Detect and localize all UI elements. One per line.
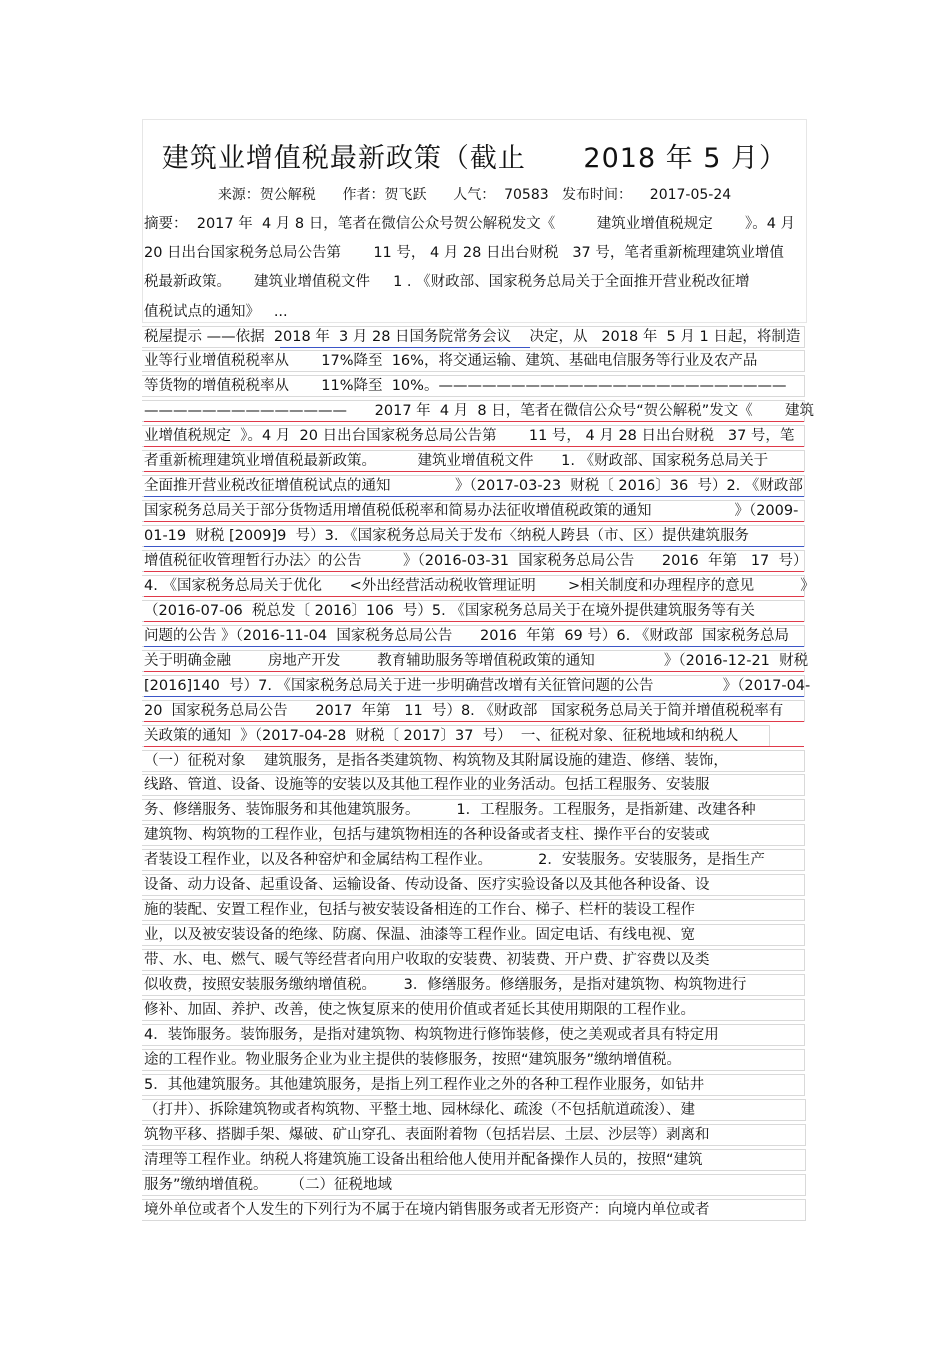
text-line: 关于明确金融 房地产开发 教育辅助服务等增值税政策的通知 》（2016-12-21 财税	[144, 653, 809, 669]
text-line: 税屋提示 ——依据 2018 年 3 月 28 日国务院常务会议 决定，从 2018 年 5 月 1 日起，将制造	[144, 329, 801, 345]
text-line: 者装设工程作业，以及各种窑炉和金属结构工程作业。 2．安装服务。安装服务，是指生产	[144, 852, 765, 868]
text-line: 修补、加固、养护、改善，使之恢复原来的使用价值或者延长其使用期限的工程作业。	[144, 1002, 695, 1018]
text-line: 设备、动力设备、起重设备、运输设备、传动设备、医疗实验设备以及其他各种设备、设	[144, 877, 710, 893]
text-line: 业等行业增值税税率从 17%降至 16%，将交通运输、建筑、基础电信服务等行业及农产品	[144, 353, 758, 369]
text-line: 20 日出台国家税务总局公告第 11 号， 4 月 28 日出台财税 37 号，笔者重新梳理建筑业增值	[144, 245, 784, 261]
text-line: —————————————— 2017 年 4 月 8 日，笔者在微信公众号“贺公解税”发文《 建筑	[144, 403, 815, 419]
text-line: （一）征税对象 建筑服务，是指各类建筑物、构筑物及其附属设施的建造、修缮、装饰，	[144, 753, 728, 769]
text-line: [2016]140 号）7. 《国家税务总局关于进一步明确营改增有关征管问题的公告 》（2017-04-	[144, 678, 811, 694]
link-underline	[144, 621, 804, 622]
link-underline	[144, 696, 804, 697]
text-line: 者重新梳理建筑业增值税最新政策。 建筑业增值税文件 1. 《财政部、国家税务总局关于	[144, 453, 769, 469]
link-underline	[144, 421, 804, 422]
link-underline	[144, 571, 804, 572]
link-underline	[144, 596, 804, 597]
text-line: （打井）、拆除建筑物或者构筑物、平整土地、园林绿化、疏浚（不包括航道疏浚）、建	[144, 1102, 695, 1118]
link-underline	[144, 546, 804, 547]
link-underline	[280, 347, 530, 348]
text-line: 20 国家税务总局公告 2017 年第 11 号）8. 《财政部 国家税务总局关于简并增值税税率有	[144, 703, 784, 719]
text-line: 国家税务总局关于部分货物适用增值税低税率和简易办法征收增值税政策的通知 》（2009-	[144, 503, 799, 519]
link-underline	[144, 446, 804, 447]
text-line: 4．装饰服务。装饰服务，是指对建筑物、构筑物进行修饰装修，使之美观或者具有特定用	[144, 1027, 719, 1043]
text-line: 线路、管道、设备、设施等的安装以及其他工程作业的业务活动。包括工程服务、安装服	[144, 777, 710, 793]
text-line: 关政策的通知 》（2017-04-28 财税〔 2017〕37 号） 一、征税对象、征税地域和纳税人	[144, 728, 739, 744]
text-line: 业，以及被安装设备的绝缘、防腐、保温、油漆等工程作业。固定电话、有线电视、宽	[144, 927, 695, 943]
link-underline	[144, 496, 804, 497]
link-underline	[144, 521, 804, 522]
text-line: 等货物的增值税税率从 11%降至 10%。————————————————————————	[144, 378, 787, 394]
text-line: 值税试点的通知》 ...	[144, 304, 288, 320]
text-line: 4. 《国家税务总局关于优化 <外出经营活动税收管理证明 >相关制度和办理程序的意见 》	[144, 578, 815, 594]
text-line: 01-19 财税 [2009]9 号）3. 《国家税务总局关于发布〈纳税人跨县（市、区）提供建筑服务	[144, 528, 750, 544]
text-line: 清理等工程作业。纳税人将建筑施工设备出租给他人使用并配备操作人员的，按照“建筑	[144, 1152, 703, 1168]
text-line: 筑物平移、搭脚手架、爆破、矿山穿孔、表面附着物（包括岩层、土层、沙层等）剥离和	[144, 1127, 710, 1143]
link-underline	[144, 721, 804, 722]
article-meta: 来源：贺公解税 作者：贺飞跃 人气： 70583 发布时间： 2017-05-24	[217, 187, 732, 203]
link-underline	[144, 646, 804, 647]
text-line: 摘要： 2017 年 4 月 8 日，笔者在微信公众号贺公解税发文《 建筑业增值税规定 》。4 月	[144, 216, 796, 232]
text-line: 5．其他建筑服务。其他建筑服务，是指上列工程作业之外的各种工程作业服务，如钻井	[144, 1077, 705, 1093]
text-line: 务、修缮服务、装饰服务和其他建筑服务。 1．工程服务。工程服务，是指新建、改建各种	[144, 802, 756, 818]
text-line: 建筑物、构筑物的工程作业，包括与建筑物相连的各种设备或者支柱、操作平台的安装或	[144, 827, 710, 843]
text-line: 税最新政策。 建筑业增值税文件 1 . 《财政部、国家税务总局关于全面推开营业税改征增	[144, 274, 750, 290]
link-underline	[144, 671, 804, 672]
text-line: （2016-07-06 税总发〔 2016〕106 号）5. 《国家税务总局关于在境外提供建筑服务等有关	[144, 603, 755, 619]
text-line: 增值税征收管理暂行办法〉的公告 》（2016-03-31 国家税务总局公告 2016 年第 17 号）	[144, 553, 808, 569]
text-line: 施的装配、安置工程作业，包括与被安装设备相连的工作台、梯子、栏杆的装设工程作	[144, 902, 695, 918]
link-underline	[144, 471, 804, 472]
text-line: 途的工程作业。物业服务企业为业主提供的装修服务，按照“建筑服务”缴纳增值税。	[144, 1052, 682, 1068]
text-line: 全面推开营业税改征增值税试点的通知 》（2017-03-23 财税〔 2016〕36 号）2. 《财政部	[144, 478, 803, 494]
page-title: 建筑业增值税最新政策（截止 2018 年 5 月）	[161, 143, 788, 174]
text-line: 服务”缴纳增值税。 （二）征税地域	[144, 1177, 393, 1193]
text-line: 境外单位或者个人发生的下列行为不属于在境内销售服务或者无形资产：向境内单位或者	[144, 1202, 710, 1218]
link-underline	[144, 746, 804, 747]
text-line: 问题的公告 》（2016-11-04 国家税务总局公告 2016 年第 69 号）6. 《财政部 国家税务总局	[144, 628, 790, 644]
text-line: 业增值税规定 》。4 月 20 日出台国家税务总局公告第 11 号， 4 月 28 日出台财税 37 号，笔	[144, 428, 795, 444]
text-line: 带、水、电、燃气、暖气等经营者向用户收取的安装费、初装费、开户费、扩容费以及类	[144, 952, 710, 968]
text-line: 似收费，按照安装服务缴纳增值税。 3．修缮服务。修缮服务，是指对建筑物、构筑物进行	[144, 977, 747, 993]
